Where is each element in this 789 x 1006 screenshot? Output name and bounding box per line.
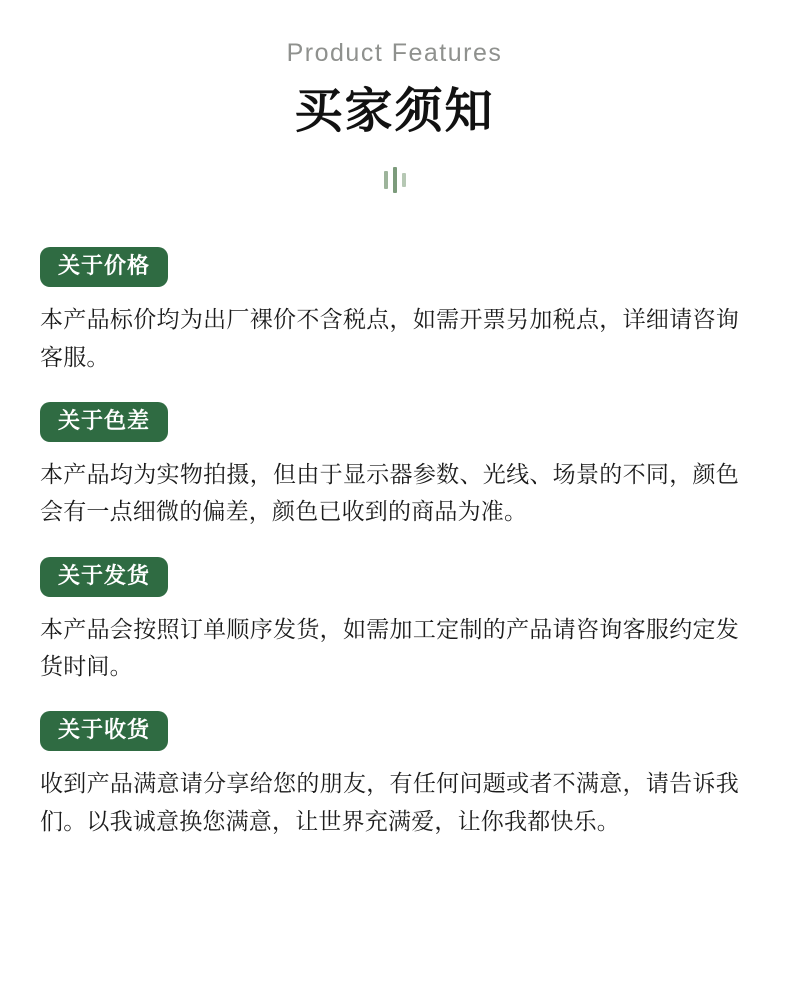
- status-badge: 关于收货: [40, 711, 168, 751]
- notice-section-receiving: [40, 711, 745, 840]
- notice-section-shipping: [40, 557, 745, 686]
- bar-icon-middle: [393, 167, 397, 193]
- page-header: [0, 0, 789, 195]
- notice-section-list: [0, 247, 789, 840]
- notice-body-text: 本产品标价均为出厂裸价不含税点，如需开票另加税点，详细请咨询客服。: [40, 306, 739, 370]
- status-badge: 关于价格: [40, 247, 168, 287]
- notice-body-text: 本产品均为实物拍摄，但由于显示器参数、光线、场景的不同，颜色会有一点细微的偏差，颜色已收到的商品为准。: [40, 461, 739, 525]
- three-bars-icon: [0, 165, 789, 195]
- page-title: 买家须知: [294, 85, 495, 138]
- notice-body-text: 本产品会按照订单顺序发货，如需加工定制的产品请咨询客服约定发货时间。: [40, 615, 739, 679]
- page-eyebrow: Product Features: [286, 39, 503, 67]
- bar-icon-right: [402, 173, 406, 187]
- status-badge: 关于色差: [40, 402, 168, 442]
- notice-section-price: [40, 247, 745, 376]
- notice-section-color: [40, 402, 745, 531]
- notice-body-text: 收到产品满意请分享给您的朋友，有任何问题或者不满意，请告诉我们。以我诚意换您满意，让世界充满爱，让你我都快乐。: [40, 770, 739, 834]
- status-badge: 关于发货: [40, 557, 168, 597]
- bar-icon-left: [384, 171, 388, 189]
